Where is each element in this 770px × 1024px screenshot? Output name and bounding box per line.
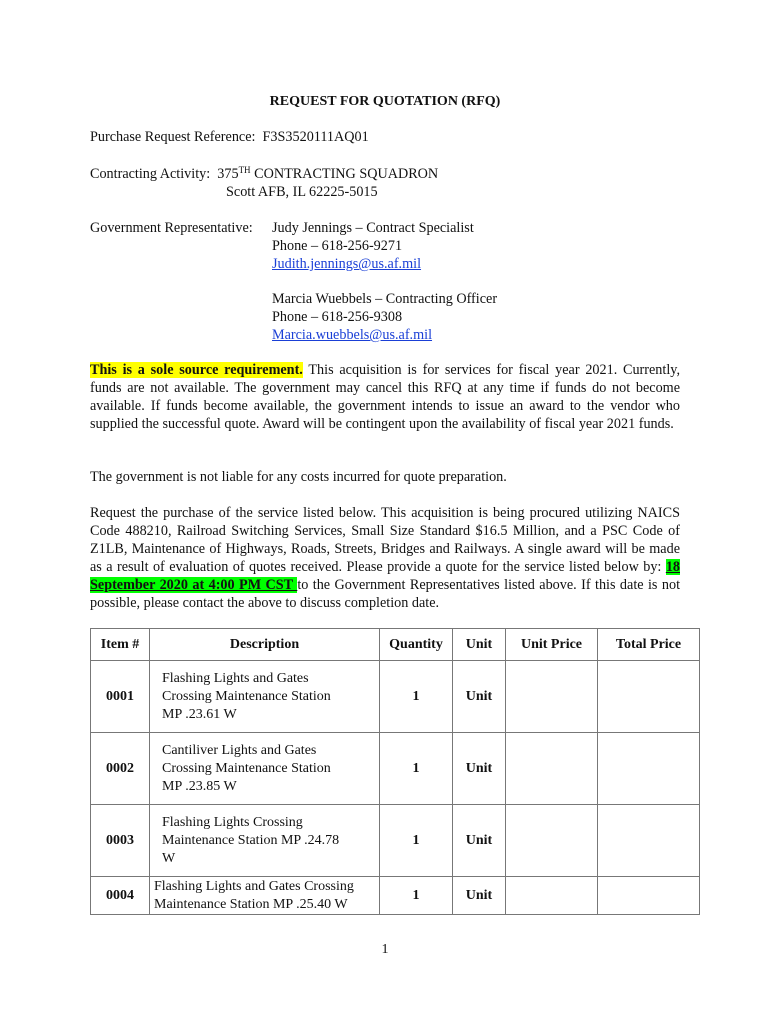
contracting-activity-line — [90, 165, 438, 183]
item-unit: Unit — [453, 805, 506, 877]
item-unit-price — [506, 805, 598, 877]
table-header-row — [91, 629, 700, 661]
liability-paragraph: The government is not liable for any costs incurred for quote preparation. — [90, 469, 507, 485]
desc-line: Maintenance Station MP .25.40 W — [154, 896, 348, 912]
item-unit-price — [506, 877, 598, 915]
item-unit: Unit — [453, 661, 506, 733]
purchase-request-label: Purchase Request Reference: — [90, 129, 256, 145]
item-number: 0001 — [91, 661, 150, 733]
request-paragraph — [90, 504, 680, 612]
desc-line: Flashing Lights Crossing — [162, 814, 303, 830]
items-table — [90, 628, 700, 915]
page-title: REQUEST FOR QUOTATION (RFQ) — [269, 94, 501, 109]
table-row — [91, 805, 700, 877]
contact-1-phone: Phone – 618-256-9271 — [272, 238, 403, 254]
item-quantity: 1 — [380, 805, 453, 877]
deadline-highlight: 18 September 2020 at 4:00 PM CST — [90, 559, 680, 593]
contact-2-email-link[interactable]: Marcia.wuebbels@us.af.mil — [272, 327, 433, 343]
table-row — [91, 877, 700, 915]
item-quantity: 1 — [380, 661, 453, 733]
table-row — [91, 733, 700, 805]
item-description — [150, 805, 380, 877]
desc-line: Flashing Lights and Gates — [162, 670, 309, 686]
item-total-price — [598, 805, 700, 877]
header-unit: Unit — [453, 629, 506, 661]
item-number: 0003 — [91, 805, 150, 877]
desc-line: Crossing Maintenance Station — [162, 688, 331, 704]
desc-line: Crossing Maintenance Station — [162, 760, 331, 776]
item-description — [150, 661, 380, 733]
contracting-address: Scott AFB, IL 62225-5015 — [226, 184, 378, 200]
item-unit-price — [506, 733, 598, 805]
item-total-price — [598, 661, 700, 733]
header-item: Item # — [91, 629, 150, 661]
desc-line: MP .23.85 W — [162, 778, 237, 794]
purchase-request-value: F3S3520111AQ01 — [262, 129, 369, 145]
item-total-price — [598, 733, 700, 805]
contact-2-email-line — [272, 326, 432, 344]
contracting-unit-sup: TH — [238, 165, 251, 175]
header-description: Description — [150, 629, 380, 661]
desc-line: W — [162, 850, 176, 866]
contracting-unit-number: 375 — [217, 166, 239, 182]
desc-line: Flashing Lights and Gates Crossing — [154, 878, 354, 894]
purchase-request-line — [90, 128, 369, 146]
header-unit-price: Unit Price — [506, 629, 598, 661]
item-quantity: 1 — [380, 733, 453, 805]
desc-line: Cantiliver Lights and Gates — [162, 742, 317, 758]
desc-line: MP .23.61 W — [162, 706, 237, 722]
sole-source-paragraph — [90, 361, 680, 433]
item-description — [150, 733, 380, 805]
item-unit-price — [506, 661, 598, 733]
contracting-activity-label: Contracting Activity: — [90, 166, 211, 182]
item-number: 0002 — [91, 733, 150, 805]
page-number: 1 — [381, 942, 389, 957]
item-quantity: 1 — [380, 877, 453, 915]
sole-source-highlight: This is a sole source requirement. — [90, 362, 303, 378]
contracting-unit-name: CONTRACTING SQUADRON — [254, 166, 439, 182]
item-unit: Unit — [453, 877, 506, 915]
gov-rep-label: Government Representative: — [90, 220, 253, 236]
desc-line: Maintenance Station MP .24.78 — [162, 832, 340, 848]
item-total-price — [598, 877, 700, 915]
sole-source-text: This acquisition is for services for fiscal year 2021. Currently, funds are not available. The government may cancel this RFQ at any time if funds do not become available. If funds become available, the government intends to issue an award to the vendor who supplied the successful quote. Award will be contingent upon the availability of fiscal year 2021 funds. — [90, 362, 680, 432]
header-quantity: Quantity — [380, 629, 453, 661]
contact-2-phone: Phone – 618-256-9308 — [272, 309, 403, 325]
contact-1-name: Judy Jennings – Contract Specialist — [272, 220, 474, 236]
contact-1-email-line — [272, 255, 421, 273]
table-row — [91, 661, 700, 733]
contact-1-email-link[interactable]: Judith.jennings@us.af.mil — [272, 256, 422, 272]
item-number: 0004 — [91, 877, 150, 915]
header-total-price: Total Price — [598, 629, 700, 661]
item-unit: Unit — [453, 733, 506, 805]
contact-2-name: Marcia Wuebbels – Contracting Officer — [272, 291, 498, 307]
request-text-after: to the Government Representatives listed above. If this date is not possible, please contact the above to discuss completion date. — [90, 577, 681, 611]
item-description — [150, 877, 380, 915]
request-text-before: Request the purchase of the service listed below. This acquisition is being procured utilizing NAICS Code 488210, Railroad Switching Services, Small Size Standard $16.5 Million, and a PSC Code of Z1LB, Maintenance of Highways, Roads, Streets, Bridges and Railways. A single award will be made as a result of evaluation of quotes received. Please provide a quote for the service listed below by: — [90, 505, 680, 575]
